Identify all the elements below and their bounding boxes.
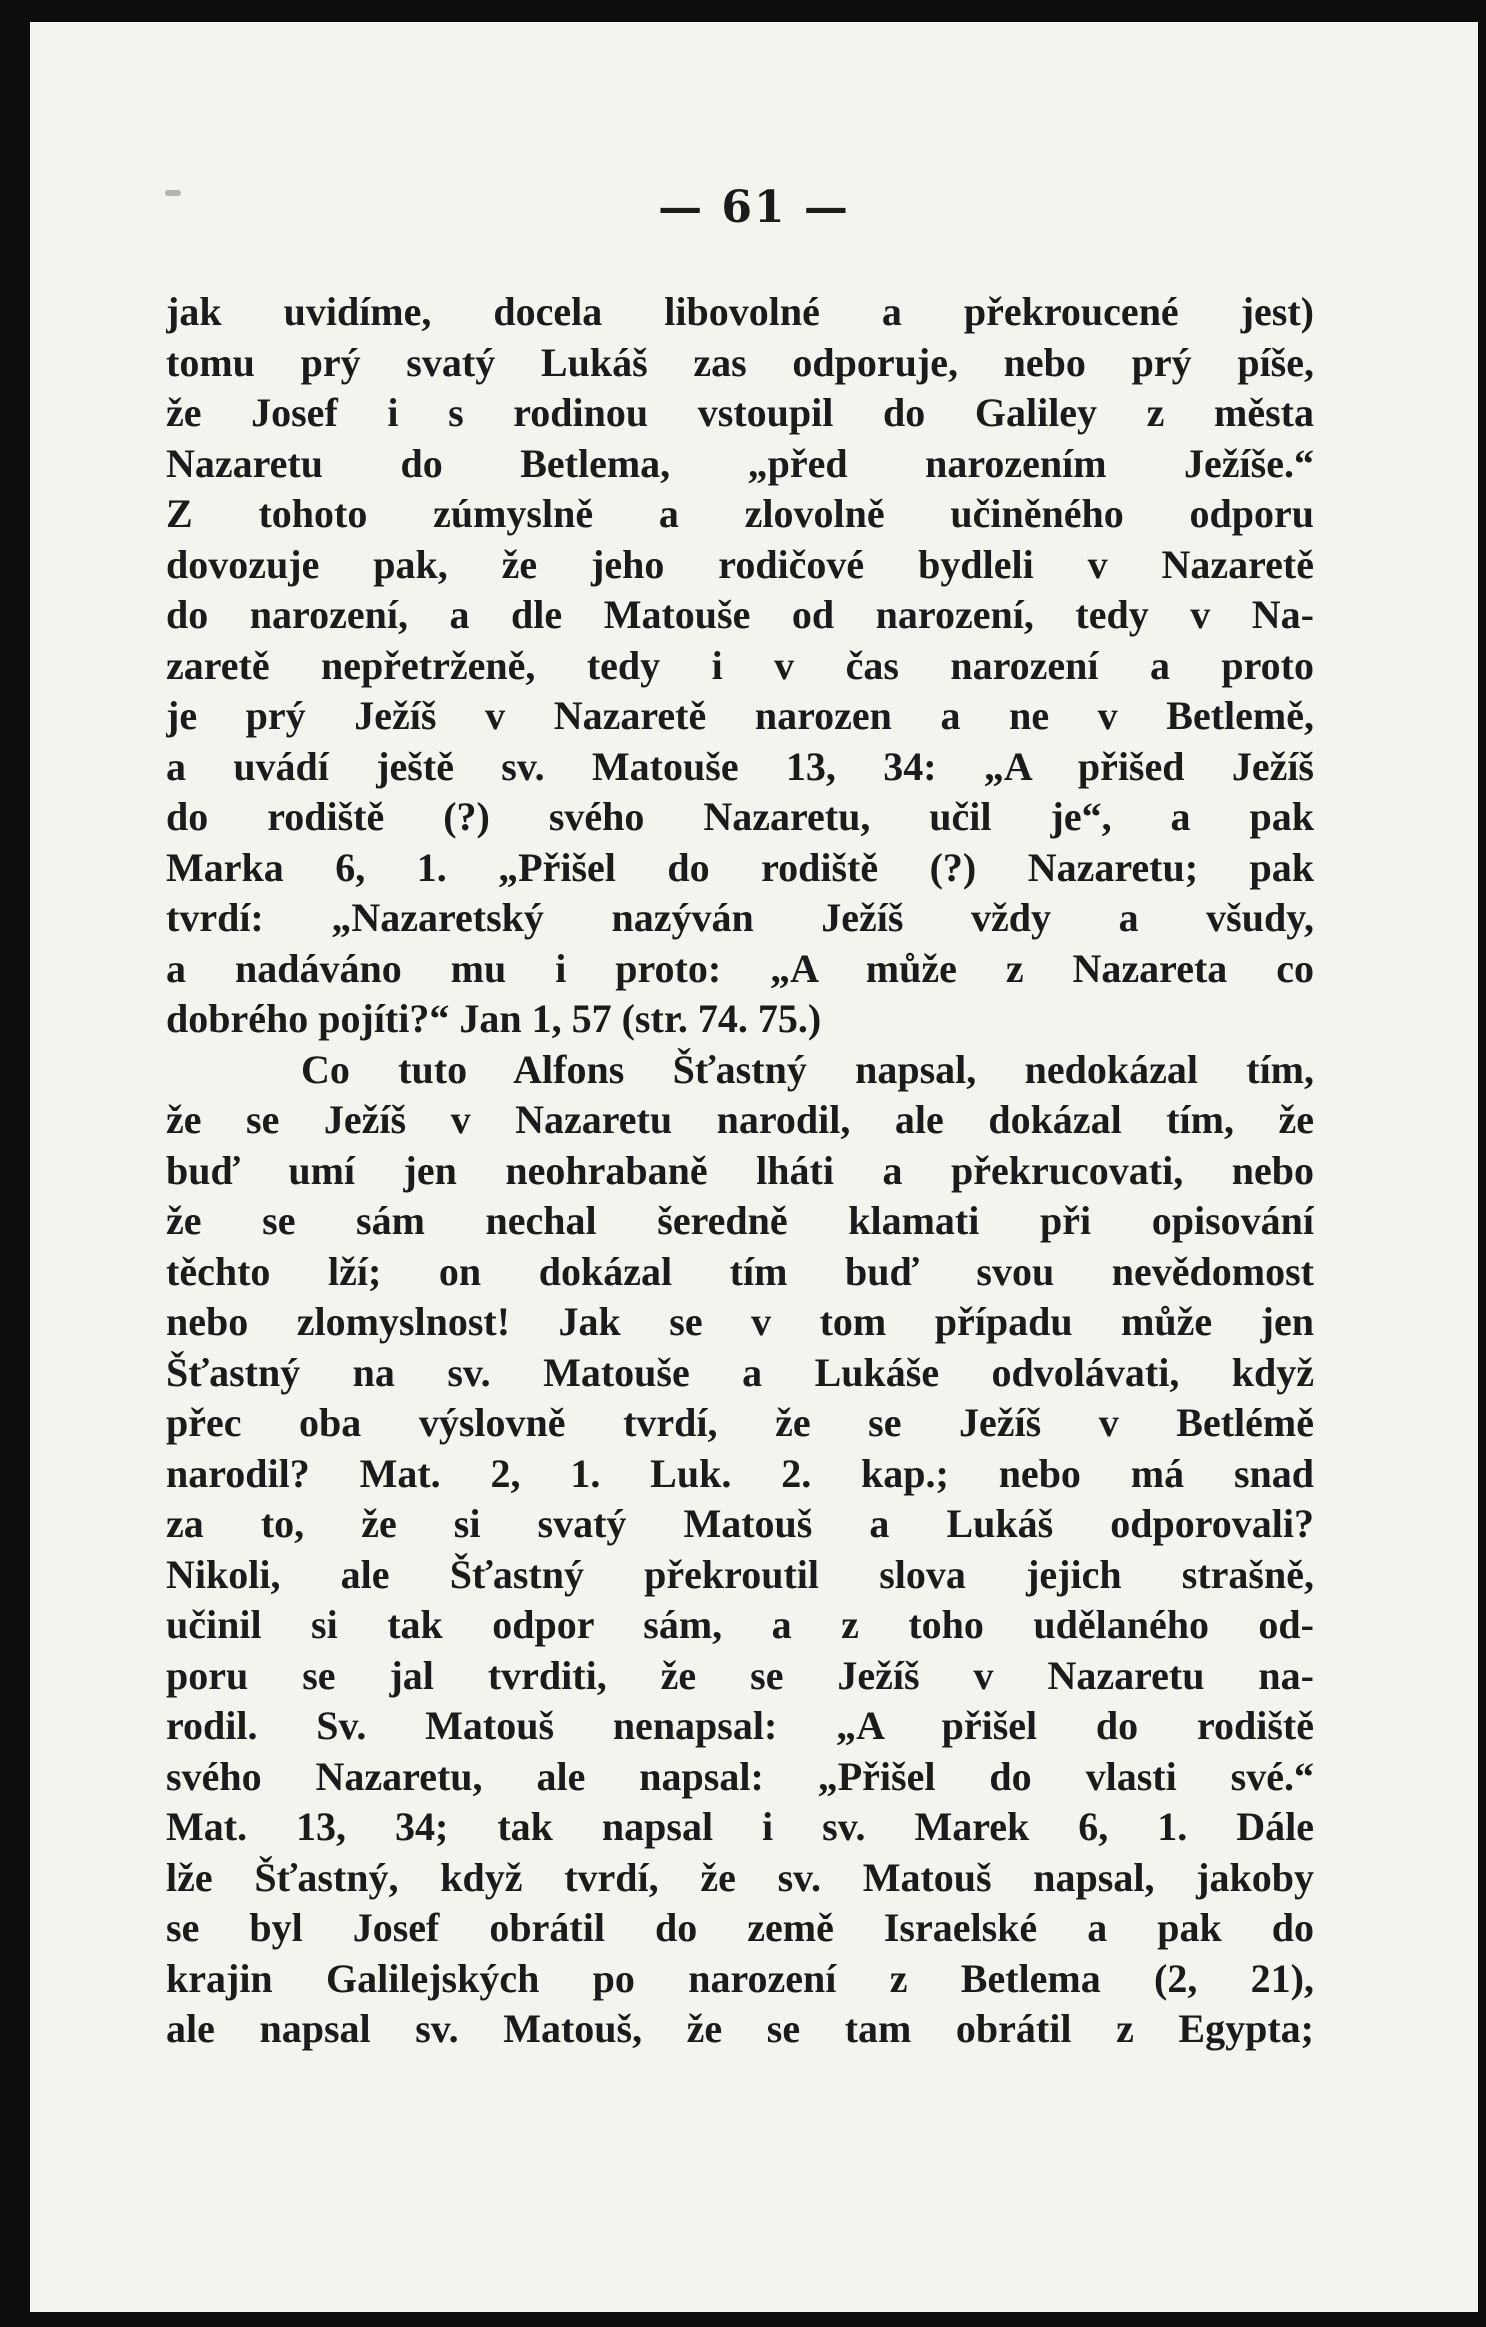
text-line: Marka 6, 1. „Přišel do rodiště (?) Nazaretu; pak <box>166 844 1314 890</box>
page-number: — 61 — <box>658 182 850 233</box>
text-line: přec oba výslovně tvrdí, že se Ježíš v Betlémě <box>166 1400 1314 1445</box>
text-line: rodil. Sv. Matouš nenapsal: „A přišel do rodiště <box>166 1703 1314 1748</box>
text-line: tomu prý svatý Lukáš zas odporuje, nebo prý píše, <box>166 339 1314 385</box>
text-line: se byl Josef obrátil do země Israelské a pak do <box>166 1905 1314 1950</box>
book-page <box>30 22 1478 2312</box>
text-line: do narození, a dle Matouše od narození, tedy v Na- <box>166 592 1314 637</box>
text-line: těchto lží; on dokázal tím buď svou nevědomost <box>166 1248 1314 1294</box>
text-line: nebo zlomyslnost! Jak se v tom případu může jen <box>166 1299 1314 1344</box>
text-line: jak uvidíme, docela libovolné a překroucené jest) <box>166 289 1314 334</box>
text-line: Nazaretu do Betlema, „před narozením Ježíše.“ <box>166 440 1314 486</box>
text-line: buď umí jen neohrabaně lháti a překrucovati, nebo <box>166 1147 1314 1193</box>
text-line: Z tohoto zúmyslně a zlovolně učiněného odporu <box>166 491 1314 536</box>
text-line: že Josef i s rodinou vstoupil do Galiley z města <box>166 390 1314 435</box>
body-text <box>166 287 1314 2055</box>
text-line: Šťastný na sv. Matouše a Lukáše odvolávati, když <box>166 1349 1314 1395</box>
text-line: učinil si tak odpor sám, a z toho udělaného od- <box>166 1602 1314 1647</box>
text-line: Co tuto Alfons Šťastný napsal, nedokázal tím, <box>301 1046 1314 1092</box>
text-line: krajin Galilejských po narození z Betlema (2, 21), <box>166 1955 1314 2001</box>
text-line: svého Nazaretu, ale napsal: „Přišel do vlasti své.“ <box>166 1753 1314 1799</box>
text-line: do rodiště (?) svého Nazaretu, učil je“, a pak <box>166 794 1314 839</box>
text-line: ale napsal sv. Matouš, že se tam obrátil z Egypta; <box>166 2006 1314 2051</box>
text-line: dovozuje pak, že jeho rodičové bydleli v Nazaretě <box>166 541 1314 587</box>
text-line: dobrého pojíti?“ Jan 1, 57 (str. 74. 75.) <box>166 996 822 1041</box>
text-line: že se sám nechal šeredně klamati při opisování <box>166 1198 1314 1243</box>
text-line: lže Šťastný, když tvrdí, že sv. Matouš napsal, jakoby <box>166 1854 1314 1900</box>
text-line: a uvádí ještě sv. Matouše 13, 34: „A přišed Ježíš <box>166 743 1314 789</box>
text-line: a nadáváno mu i proto: „A může z Nazareta co <box>166 945 1314 991</box>
text-line: poru se jal tvrditi, že se Ježíš v Nazaretu na- <box>166 1652 1314 1698</box>
text-line: Mat. 13, 34; tak napsal i sv. Marek 6, 1. Dále <box>166 1804 1314 1849</box>
text-line: Nikoli, ale Šťastný překroutil slova jejich strašně, <box>166 1551 1314 1597</box>
text-line: tvrdí: „Nazaretský nazýván Ježíš vždy a všudy, <box>166 895 1314 940</box>
text-line: zaretě nepřetrženě, tedy i v čas narození a proto <box>166 642 1314 688</box>
text-line: že se Ježíš v Nazaretu narodil, ale dokázal tím, že <box>166 1097 1314 1142</box>
text-line: za to, že si svatý Matouš a Lukáš odporovali? <box>166 1501 1314 1546</box>
text-line: narodil? Mat. 2, 1. Luk. 2. kap.; nebo má snad <box>166 1450 1314 1496</box>
text-line: je prý Ježíš v Nazaretě narozen a ne v Betlemě, <box>166 693 1314 738</box>
